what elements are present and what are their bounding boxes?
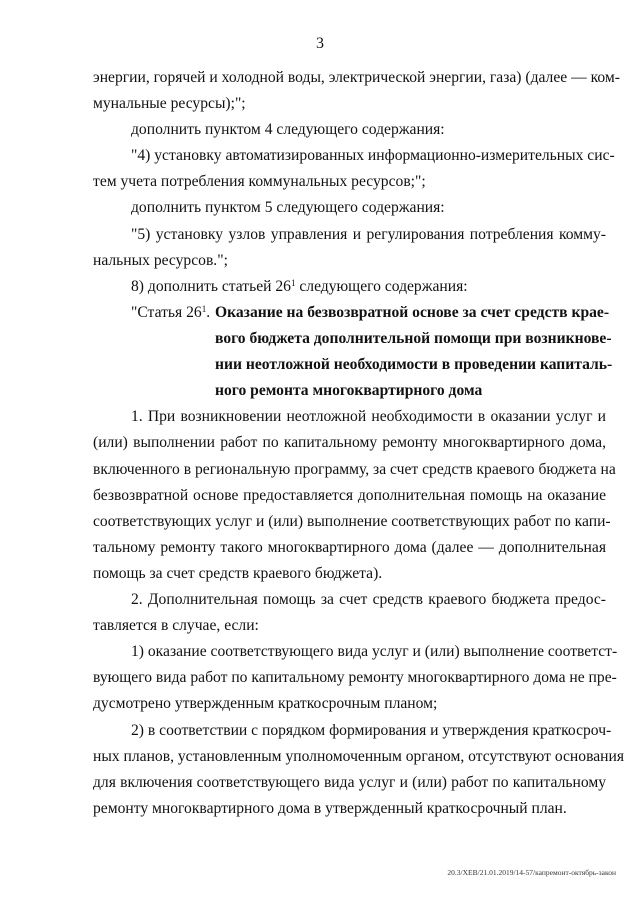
superscript: 1 (290, 278, 296, 288)
text-line: энергии, горячей и холодной воды, электрической энергии, газа) (далее — ком- (93, 69, 620, 86)
article-label (131, 303, 210, 323)
article-heading-line: Оказание на безвозвратной основе за счет средств крае- (215, 304, 610, 321)
text-line: 1) оказание соответствующего вида услуг и (или) выполнение соответст- (131, 643, 618, 660)
text-fragment: "Статья 26 (131, 304, 202, 321)
text-fragment: 8) дополнить статьей 26 (131, 278, 291, 295)
text-line: дусмотрено утвержденным краткосрочным планом; (93, 695, 438, 712)
text-line: (или) выполнении работ по капитальному ремонту многоквартирного дома, (93, 434, 606, 451)
page-number: 3 (316, 35, 324, 52)
text-line: соответствующих услуг и (или) выполнение соответствующих работ по капи- (93, 513, 611, 530)
text-line: "4) установку автоматизированных информационно-измерительных сис- (131, 147, 615, 164)
text-line: помощь за счет средств краевого бюджета). (93, 565, 383, 582)
text-line: вующего вида работ по капитальному ремонту многоквартирного дома не пре- (93, 669, 617, 686)
text-line: мунальные ресурсы);"; (93, 95, 246, 112)
text-line: дополнить пунктом 5 следующего содержания: (131, 199, 445, 216)
text-line: 2. Дополнительная помощь за счет средств краевого бюджета предос- (131, 591, 606, 608)
text-line: тальному ремонту такого многоквартирного дома (далее — дополнительная (93, 539, 606, 556)
text-line: 2) в соответствии с порядком формирования и утверждения краткосроч- (131, 722, 612, 739)
text-line: дополнить пунктом 4 следующего содержания: (131, 121, 445, 138)
text-line: тавляется в случае, если: (93, 617, 259, 634)
article-heading-line: нии неотложной необходимости в проведении капиталь- (215, 356, 613, 373)
article-heading-line: вого бюджета дополнительной помощи при возникнове- (215, 330, 612, 347)
text-line: для включения соответствующего вида услуг и (или) работ по капитальному (93, 774, 606, 791)
text-line: "5) установку узлов управления и регулирования потребления комму- (131, 226, 606, 243)
document-footer: 20.3/ХЕВ/21.01.2019/14-57/капремонт-октябрь-закон (447, 868, 616, 877)
text-line: ремонту многоквартирного дома в утвержденный краткосрочный план. (93, 800, 567, 817)
text-line: тем учета потребления коммунальных ресурсов;"; (93, 173, 426, 190)
text-line: включенного в региональную программу, за счет средств краевого бюджета на (93, 461, 616, 478)
text-fragment: следующего содержания: (295, 278, 468, 295)
superscript: 1 (201, 304, 207, 314)
text-line (131, 277, 468, 297)
text-line: безвозвратной основе предоставляется дополнительная помощь на оказание (93, 487, 606, 504)
text-line: ных планов, установленным уполномоченным органом, отсутствуют основания (93, 748, 625, 765)
text-line: 1. При возникновении неотложной необходимости в оказании услуг и (131, 408, 606, 425)
text-fragment: . (206, 304, 211, 321)
text-line: нальных ресурсов."; (93, 252, 228, 269)
article-heading-line: ного ремонта многоквартирного дома (215, 382, 483, 399)
